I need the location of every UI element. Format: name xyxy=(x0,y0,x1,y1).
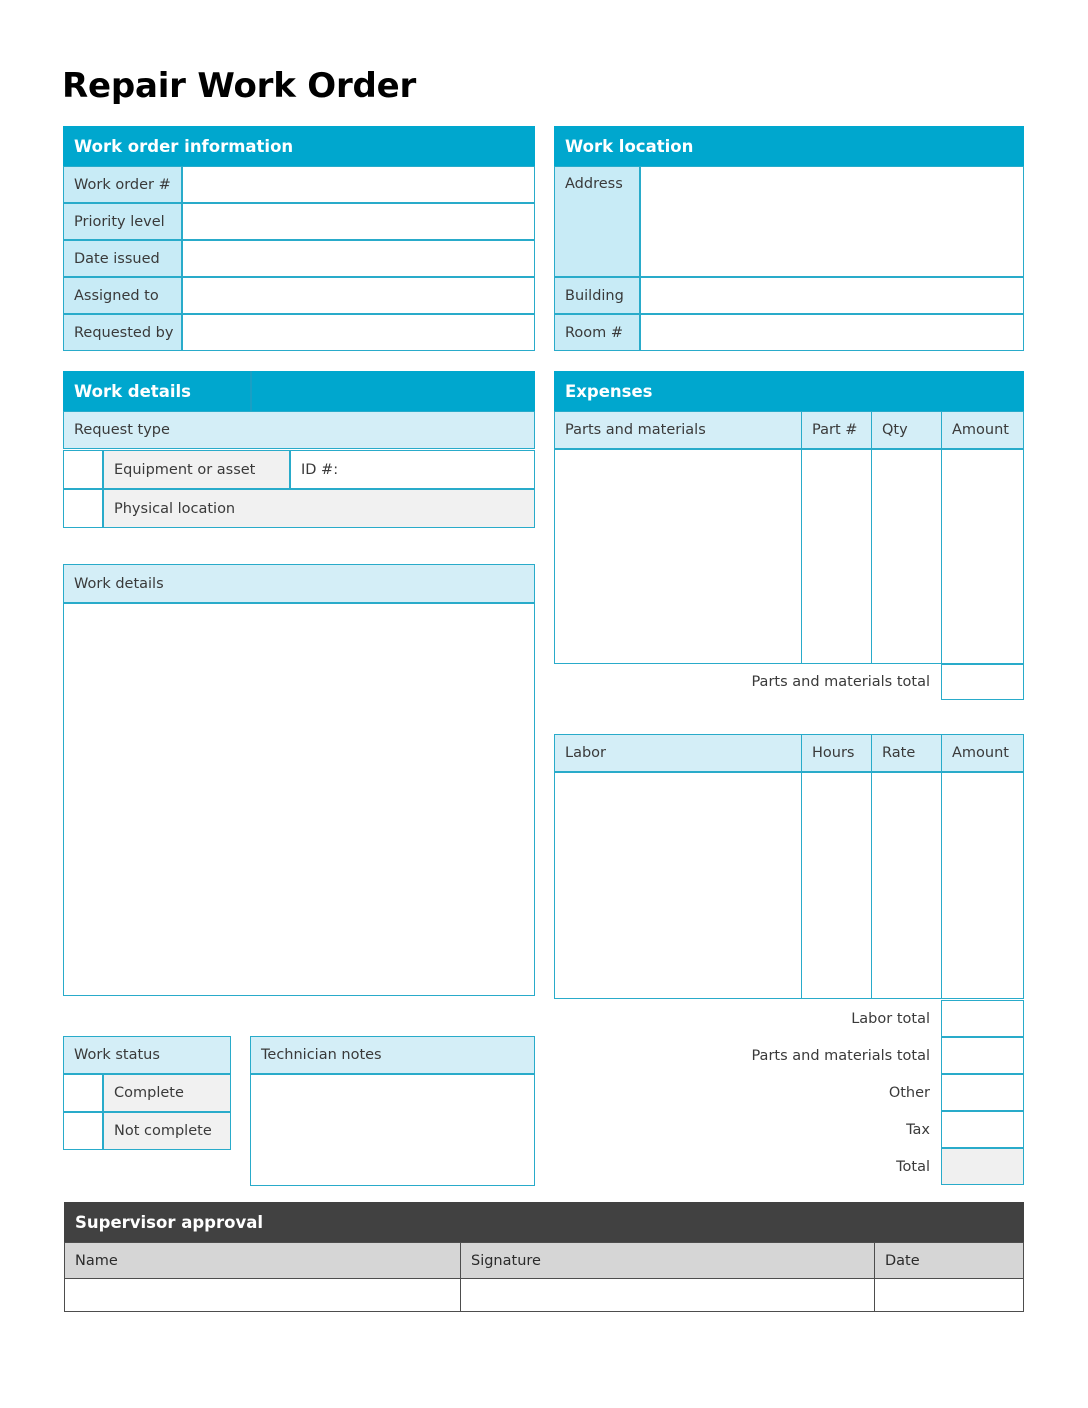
grand-total-field[interactable] xyxy=(941,1148,1024,1185)
labor-column-header: Labor xyxy=(554,734,802,772)
rate-body[interactable] xyxy=(871,772,942,999)
hours-column-header: Hours xyxy=(801,734,872,772)
qty-body[interactable] xyxy=(871,449,942,664)
building-label: Building xyxy=(554,277,640,314)
labor-total-label: Labor total xyxy=(851,1010,930,1027)
work-details-box-label: Work details xyxy=(63,564,535,603)
parts-and-materials-total-field[interactable] xyxy=(941,664,1024,700)
supervisor-approval-heading: Supervisor approval xyxy=(75,1212,263,1232)
parts-and-materials-body[interactable] xyxy=(554,449,802,664)
equipment-or-asset-label: Equipment or asset xyxy=(103,450,290,489)
supervisor-approval-header xyxy=(64,1202,1024,1242)
work-details-header xyxy=(63,371,535,411)
date-issued-label: Date issued xyxy=(63,240,182,277)
labor-amount-body[interactable] xyxy=(941,772,1024,999)
other-total-field[interactable] xyxy=(941,1074,1024,1111)
work-order-number-label: Work order # xyxy=(63,166,182,203)
room-number-label: Room # xyxy=(554,314,640,351)
part-number-column-header: Part # xyxy=(801,411,872,449)
requested-by-field[interactable] xyxy=(182,314,535,351)
work-location-header xyxy=(554,126,1024,166)
assigned-to-field[interactable] xyxy=(182,277,535,314)
tax-total-field[interactable] xyxy=(941,1111,1024,1148)
parts-materials-total-summary-field[interactable] xyxy=(941,1037,1024,1074)
page-title: Repair Work Order xyxy=(62,66,417,106)
parts-amount-body[interactable] xyxy=(941,449,1024,664)
expenses-header xyxy=(554,371,1024,411)
supervisor-signature-column-header: Signature xyxy=(460,1242,875,1279)
parts-amount-column-header: Amount xyxy=(941,411,1024,449)
physical-location-label: Physical location xyxy=(103,489,535,528)
work-status-not-complete-checkbox[interactable] xyxy=(63,1112,103,1150)
work-location-heading: Work location xyxy=(565,136,694,156)
supervisor-name-column-header: Name xyxy=(64,1242,461,1279)
supervisor-name-field[interactable] xyxy=(64,1278,461,1312)
room-number-field[interactable] xyxy=(640,314,1024,351)
expenses-heading: Expenses xyxy=(565,381,653,401)
building-field[interactable] xyxy=(640,277,1024,314)
grand-total-label: Total xyxy=(896,1158,930,1175)
other-total-label: Other xyxy=(888,1084,930,1101)
labor-total-field[interactable] xyxy=(941,1000,1024,1037)
work-details-heading: Work details xyxy=(74,381,191,401)
technician-notes-field[interactable] xyxy=(250,1074,535,1186)
equipment-id-label: ID #: xyxy=(301,461,339,478)
work-order-information-heading: Work order information xyxy=(74,136,294,156)
labor-amount-column-header: Amount xyxy=(941,734,1024,772)
equipment-or-asset-checkbox[interactable] xyxy=(63,450,103,489)
rate-column-header: Rate xyxy=(871,734,942,772)
parts-materials-total-summary-label: Parts and materials total xyxy=(751,1047,930,1064)
date-issued-field[interactable] xyxy=(182,240,535,277)
work-details-box-field[interactable] xyxy=(63,603,535,996)
work-details-header-divider xyxy=(250,371,252,411)
tax-total-label: Tax xyxy=(906,1121,930,1138)
parts-and-materials-total-label: Parts and materials total xyxy=(751,674,930,690)
supervisor-signature-field[interactable] xyxy=(460,1278,875,1312)
work-status-not-complete-label: Not complete xyxy=(103,1112,231,1150)
assigned-to-label: Assigned to xyxy=(63,277,182,314)
priority-level-field[interactable] xyxy=(182,203,535,240)
requested-by-label: Requested by xyxy=(63,314,182,351)
address-label: Address xyxy=(554,166,640,277)
work-status-complete-checkbox[interactable] xyxy=(63,1074,103,1112)
physical-location-checkbox[interactable] xyxy=(63,489,103,528)
work-status-header: Work status xyxy=(63,1036,231,1074)
qty-column-header: Qty xyxy=(871,411,942,449)
parts-and-materials-column-header: Parts and materials xyxy=(554,411,802,449)
work-order-information-header xyxy=(63,126,535,166)
equipment-id-field[interactable] xyxy=(290,450,535,489)
request-type-label: Request type xyxy=(63,411,535,449)
work-status-complete-label: Complete xyxy=(103,1074,231,1112)
hours-body[interactable] xyxy=(801,772,872,999)
priority-level-label: Priority level xyxy=(63,203,182,240)
address-field[interactable] xyxy=(640,166,1024,277)
work-order-number-field[interactable] xyxy=(182,166,535,203)
technician-notes-header: Technician notes xyxy=(250,1036,535,1074)
part-number-body[interactable] xyxy=(801,449,872,664)
supervisor-date-column-header: Date xyxy=(874,1242,1024,1279)
supervisor-date-field[interactable] xyxy=(874,1278,1024,1312)
labor-body[interactable] xyxy=(554,772,802,999)
